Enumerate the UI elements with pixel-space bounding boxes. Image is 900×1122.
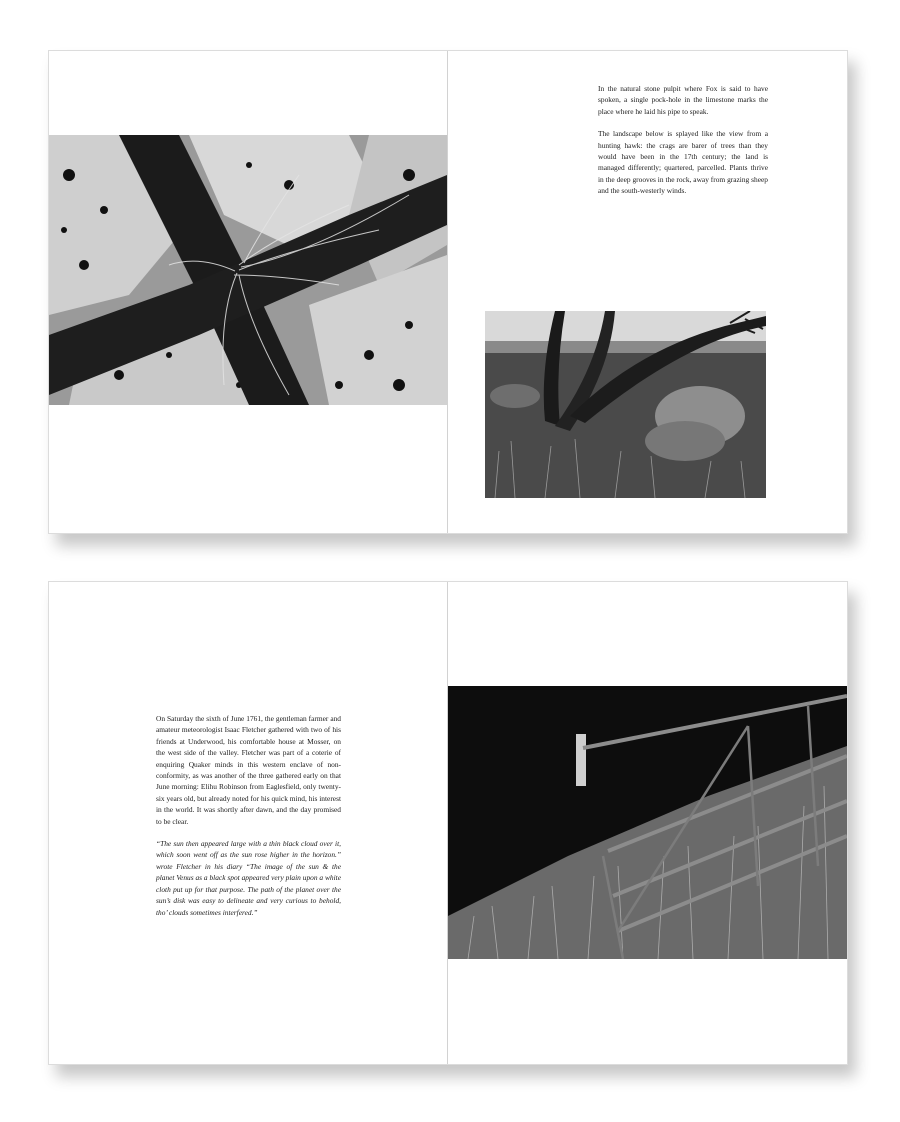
limestone-grike-photo (49, 135, 447, 405)
field-gate-photo (448, 686, 847, 959)
right-page-text (598, 83, 768, 208)
left-page-text (156, 713, 341, 929)
left-page (49, 582, 447, 1064)
paragraph: On Saturday the sixth of June 1761, the gentleman farmer and amateur meteorologist Isaac Fletcher gathered with two of his friends at Underwood, his comfortable house at Mosser, on the west side of the valley. Fletcher was part of a coterie of enquiring Quaker minds in this western enclave of non-conformity, as was another of the three gathered early on that June morning: Elihu Robinson from Eaglesfield, only twenty-six years old, but already noted for his quick mind, his interest in the world. It was shortly after dawn, and the day promised to be clear. (156, 714, 341, 826)
hawthorn-tree-photo (485, 311, 766, 498)
right-page (448, 582, 847, 1064)
book-spread-2 (48, 581, 848, 1065)
book-spread-1 (48, 50, 848, 534)
right-page (448, 51, 847, 533)
diary-quote: “The sun then appeared large with a thin black cloud over it, which soon went off as the sun rose higher in the horizon.” wrote Fletcher in his diary “The image of the sun & the planet Venus as a black spot appeared very plain upon a white cloth put up for that purpose. The path of the planet over the sun’s disk was easy to delineate and very curious to behold, tho’ clouds sometimes interfered.” (156, 839, 341, 917)
left-page (49, 51, 447, 533)
paragraph: The landscape below is splayed like the view from a hunting hawk: the crags are barer of trees than they would have been in the 17th century; the land is managed differently; quartered, parcelled. Plants thrive in the deep grooves in the rock, away from grazing sheep and the south-westerly winds. (598, 129, 768, 196)
paragraph: In the natural stone pulpit where Fox is said to have spoken, a single pock-hole in the limestone marks the place where he laid his pipe to speak. (598, 84, 768, 116)
